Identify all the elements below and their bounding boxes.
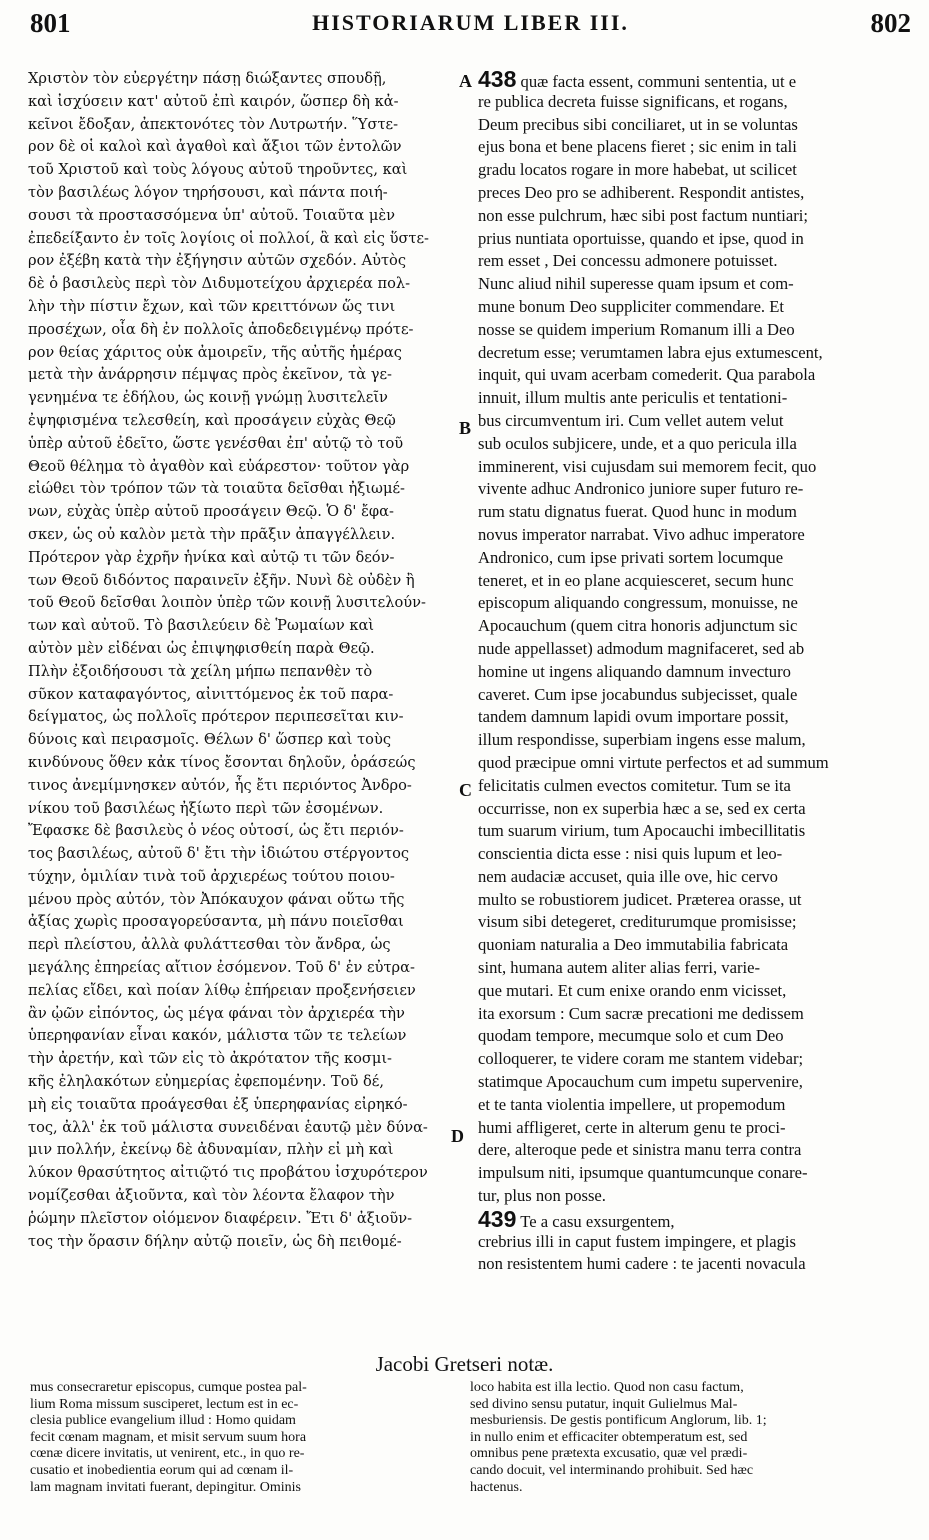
- text-line: cusatio et inobedientia eorum qui ad cœnam il-: [30, 1462, 294, 1478]
- text-line: [478, 934, 908, 957]
- margin-letter-d: D: [451, 1126, 464, 1146]
- line-text: felicitatis culmen evectos comitetur. Tum se ita: [478, 775, 791, 795]
- text-line: [478, 136, 908, 159]
- text-line: δύνοις καὶ πειρασμοῖς. Θέλων δ' ὥσπερ καὶ τοὺς: [28, 731, 391, 749]
- line-text: colloquerer, te videre coram me stantem videbar;: [478, 1049, 804, 1069]
- text-line: [478, 1253, 908, 1276]
- line-text: tum suarum virium, tum Apocauchi imbecillitatis: [478, 821, 806, 841]
- text-line: [478, 387, 908, 410]
- line-text: nude appellasset) admodum magnifaceret, sed ab: [478, 638, 805, 658]
- greek-text-column: [28, 68, 454, 1348]
- text-line: προσέχων, οἷα δὴ ἐν πολλοῖς ἀποδεδειγμένῳ πρότε-: [28, 320, 414, 338]
- text-line: omnibus pene prætexta excusatio, quæ vel prædi-: [470, 1446, 748, 1462]
- line-text: homine ut ingens aliquando damnum invecturo: [478, 661, 791, 681]
- page-number-right: 802: [870, 8, 911, 38]
- line-text: dere, alteroque pede et sinistra manu terra contra: [478, 1140, 802, 1160]
- page-marker: 438: [478, 68, 517, 91]
- text-line: [478, 524, 908, 547]
- text-line: τύχην, ὁμιλίαν τινὰ τοῦ ἀρχιερέως τούτου ποιου-: [28, 867, 395, 885]
- line-text: humi affligeret, certe in alterum genu te proci-: [478, 1117, 786, 1137]
- text-line: lam magnam invitati fuerant, depingitur. Ominis: [30, 1479, 302, 1495]
- text-line: δείγματος, ὡς πολλοῖς πρότερον περιπεσεῖται κιν-: [28, 708, 404, 726]
- text-line: Ἔφασκε δὲ βασιλεὺς ὁ νέος οὑτοσί, ὡς ἔτι περιόν-: [28, 822, 404, 840]
- latin-text-column: [478, 68, 908, 1348]
- notes-title: Jacobi Gretseri notæ.: [375, 1352, 554, 1376]
- text-line: κινδύνους ὅθεν κἀκ τίνος ἔσονται δηλοῦν, ὁράσεώς: [28, 753, 416, 771]
- line-text: tandem damnum lapidi ovum importare possit,: [478, 707, 789, 727]
- text-line: αὐτὸν μὲν εἰδέναι ὡς ἐπιψηφισθείη παρὰ Θεῷ.: [28, 639, 375, 657]
- text-line: [478, 729, 908, 752]
- text-line: νίκου τοῦ βασιλέως ἠξίωτο περὶ τῶν ἐσομένων.: [28, 799, 384, 817]
- text-line: [478, 410, 908, 433]
- text-line: τος, ἀλλ' ἐκ τοῦ μάλιστα συνειδέναι ἑαυτῷ μὲν δύνα-: [28, 1118, 428, 1136]
- text-line: fecit cœnam magnam, et misit servum suum hora: [30, 1429, 307, 1445]
- text-line: εἰώθει τὸν τρόπον τῶν τὰ τοιαῦτα δεῖσθαι ἠξιωμέ-: [28, 480, 405, 498]
- text-line: σκεν, ὡς οὐ καλὸν μετὰ τὴν πρᾶξιν ἀπαγγέλλειν.: [28, 525, 396, 543]
- text-line: [478, 456, 908, 479]
- line-text: Apocauchum (quem citra honoris adjunctum sic: [478, 616, 798, 636]
- page-number-left: 801: [30, 8, 71, 38]
- text-line: κεῖνοι ἔδοξαν, ἀπεκτονότες τὸν Λυτρωτήν. Ὕστε-: [28, 115, 399, 133]
- line-text: caveret. Cum ipse jocabundus subjecisset, quale: [478, 684, 798, 704]
- line-text: gradu locatos rogare in more habebat, ut scilicet: [478, 160, 797, 180]
- line-text: mune bonum Deo suppliciter commendare. Et: [478, 296, 784, 316]
- margin-letter-a: A: [459, 71, 472, 91]
- line-text: non resistentem humi cadere : te jacenti novacula: [478, 1254, 806, 1274]
- text-line: [478, 911, 908, 934]
- line-text: ejus bona et bene placens fieret ; sic enim in tali: [478, 137, 797, 157]
- text-line: [478, 250, 908, 273]
- text-line: [478, 775, 908, 798]
- text-line: [478, 114, 908, 137]
- line-text: re publica decreta fuisse significans, et rogans,: [478, 91, 788, 111]
- line-text: Andronico, cum ipse privati sortem locumque: [478, 547, 784, 567]
- text-line: mus consecraretur episcopus, cumque postea pal-: [30, 1380, 307, 1395]
- text-line: καὶ ἰσχύσειν κατ' αὐτοῦ ἐπὶ καιρόν, ὥσπερ δὴ κἀ-: [28, 92, 399, 110]
- text-line: cando docuit, vel interminando prohibuit. Sed hæc: [470, 1462, 754, 1478]
- text-line: [478, 1117, 908, 1140]
- text-line: cœnæ dicere invitatis, ut venirent, etc., in quo re-: [30, 1446, 305, 1462]
- text-line: [478, 1048, 908, 1071]
- text-line: lium Roma missum susciperet, lectum est in ec-: [30, 1396, 299, 1412]
- line-text: Te a casu exsurgentem,: [520, 1211, 675, 1231]
- text-line: [478, 296, 908, 319]
- line-text: teneret, et in eo plane acquiesceret, secum hunc: [478, 570, 794, 590]
- line-text: inquit, qui uvam acerbam comederit. Qua parabola: [478, 365, 816, 385]
- text-line: [478, 273, 908, 296]
- text-line: λύκον θρασύτητος αἰτιῷτό τις προβάτου ἰσχυρότερον: [28, 1164, 428, 1182]
- line-text: ita exorsum : Cum sacræ precationi me dedissem: [478, 1003, 804, 1023]
- text-line: [478, 1094, 908, 1117]
- text-line: [478, 501, 908, 524]
- text-line: [478, 91, 908, 114]
- text-line: [478, 1071, 908, 1094]
- text-line: τος τὴν ὅρασιν δήλην αὐτῷ ποιεῖν, ὡς δὴ πειθομέ-: [28, 1232, 402, 1250]
- line-text: multo se robustiorem judicet. Præterea orasse, ut: [478, 889, 802, 909]
- line-text: rum statu dignatus fuerat. Quod hunc in modum: [478, 502, 797, 522]
- line-text: vivente adhuc Andronico juniore super futuro re-: [478, 479, 804, 499]
- line-text: bus circumventum iri. Cum vellet autem velut: [478, 410, 784, 430]
- text-line: Πρότερον γὰρ ἐχρῆν ἡνίκα καὶ αὐτῷ τι τῶν δεόν-: [28, 548, 395, 566]
- line-text: rem esset , Dei concessu admonere potuisset.: [478, 251, 778, 271]
- text-line: in nullo enim et efficaciter obtemperatum est, sed: [470, 1429, 748, 1445]
- text-line: τοῦ Χριστοῦ καὶ τοὺς λόγους αὐτοῦ τηροῦντες, καὶ: [28, 161, 408, 179]
- text-line: clesia publice evangelium illud : Homo quidam: [30, 1413, 296, 1429]
- text-line: περὶ πλείστου, ἀλλὰ φυλάττεσθαι τὸν ἄνδρα, ὡς: [28, 936, 391, 954]
- text-line: mesburiensis. De gestis pontificum Anglorum, lib. 1;: [470, 1413, 767, 1429]
- line-text: innuit, illum multis ante periculis et tentationi-: [478, 388, 788, 408]
- text-line: μένου πρὸς αὐτόν, τὸν Ἀπόκαυχον φάναι οὕτω τῆς: [28, 890, 405, 908]
- margin-letter-b: B: [459, 418, 472, 438]
- text-line: μὴ εἰς τοιαῦτα προάγεσθαι ἐξ ὑπερηφανίας εἰρηκό-: [28, 1095, 408, 1113]
- line-text: quoniam naturalia a Deo immutabilia fabricata: [478, 935, 789, 955]
- text-line: [478, 1139, 908, 1162]
- text-line: ἐπεδείξαντο ἐν τοῖς λογίοις οἱ πολλοί, ἃ καὶ εἰς ὕστε-: [28, 229, 429, 247]
- text-line: [478, 159, 908, 182]
- line-text: visum sibi detegeret, crediturumque promisisse;: [478, 912, 797, 932]
- line-text: Deum precibus sibi conciliaret, ut in se voluntas: [478, 114, 798, 134]
- margin-letter-c: C: [459, 780, 472, 800]
- text-line: [478, 843, 908, 866]
- text-line: τὴν ἀρετήν, καὶ τῶν εἰς τὸ ἀκρότατον τῆς κοσμι-: [28, 1050, 392, 1068]
- text-line: [478, 615, 908, 638]
- text-line: [478, 68, 908, 91]
- page-header: [30, 8, 911, 44]
- text-line: ὑπερηφανίαν εἶναι κακόν, μάλιστα τῶν τε τελείων: [28, 1027, 407, 1045]
- text-line: νομίζεσθαι ἀξιοῦντα, καὶ τὸν λέοντα ἔλαφον τὴν: [28, 1187, 395, 1205]
- text-line: [478, 752, 908, 775]
- text-line: δὲ ὁ βασιλεὺς περὶ τὸν Διδυμοτείχου ἀρχιερέα πολ-: [28, 275, 411, 293]
- text-line: τος βασιλέως, αὐτοῦ δ' ἔτι τὴν ἰδιώτου στέργοντος: [28, 845, 410, 863]
- text-line: [478, 957, 908, 980]
- text-line: [478, 798, 908, 821]
- line-text: statimque Apocauchum cum impetu supervenire,: [478, 1072, 803, 1092]
- text-line: τινος ἀνεμίμνησκεν αὐτόν, ἧς ἔτι περιόντος Ἀνδρο-: [28, 776, 412, 794]
- text-line: [478, 228, 908, 251]
- running-title: HISTORIARUM LIBER III.: [312, 10, 629, 35]
- line-text: quod præcipue omni virtute perfectos et ad summum: [478, 752, 829, 772]
- text-line: ἂν ᾠῶν εἰπόντος, ὡς μέγα φάναι τὸν ἀρχιερέα τὴν: [28, 1004, 405, 1022]
- line-text: imminerent, visi cujusdam sui memorem fecit, quo: [478, 456, 817, 476]
- line-text: novus imperator narrabat. Vivo adhuc imperatore: [478, 524, 805, 544]
- text-line: [478, 342, 908, 365]
- text-line: [478, 684, 908, 707]
- line-text: conscientia dicta esse : nisi quis lupum et leo-: [478, 844, 783, 864]
- text-line: Χριστὸν τὸν εὐεργέτην πάσῃ διώξαντες σπουδῇ,: [28, 70, 387, 87]
- text-line: Πλὴν ἐξοιδήσουσι τὰ χείλη μήπω πεπανθὲν τὸ: [28, 662, 373, 680]
- text-line: hactenus.: [470, 1479, 523, 1495]
- text-line: ὑπὲρ αὐτοῦ ἐδεῖτο, ὥστε γενέσθαι ἐπ' αὐτῷ τὸ τοῦ: [28, 434, 404, 452]
- text-line: [478, 1208, 908, 1231]
- text-line: γενημένα τε ἐδήλου, ὡς κοινῇ γνώμῃ λυσιτελεῖν: [28, 389, 388, 407]
- line-text: Nunc aliud nihil superesse quam ipsum et com-: [478, 274, 794, 294]
- text-line: Θεοῦ θέλημα τὸ ἀγαθὸν καὶ εὐάρεστον· τοῦτον γὰρ: [28, 457, 410, 475]
- text-line: [478, 592, 908, 615]
- text-line: [478, 661, 908, 684]
- line-text: impulsum niti, ipsumque quantumcunque conare-: [478, 1163, 808, 1183]
- line-text: tur, plus non posse.: [478, 1186, 606, 1206]
- text-line: [478, 1162, 908, 1185]
- text-line: [478, 1231, 908, 1254]
- line-text: crebrius illi in caput fustem impingere, et plagis: [478, 1231, 796, 1251]
- text-line: μετὰ τὴν ἀνάρρησιν πέμψας πρὸς ἐκεῖνον, τὰ γε-: [28, 366, 392, 384]
- line-text: et te tanta violentia impellere, ut propemodum: [478, 1094, 786, 1114]
- line-text: occurrisse, non ex superbia hæc a se, sed ex certa: [478, 798, 806, 818]
- line-text: prius nuntiata oportuisse, quando et ipse, quod in: [478, 228, 804, 248]
- text-line: των καὶ αὐτοῦ. Τὸ βασιλεύειν δὲ Ῥωμαίων καὶ: [28, 617, 375, 635]
- text-line: ῥώμην πλεῖστον οἰόμενον διαφέρειν. Ἔτι δ' ἀξιοῦν-: [28, 1209, 412, 1227]
- line-text: decretum esse; verumtamen labra ejus extumescent,: [478, 342, 823, 362]
- text-line: [478, 1025, 908, 1048]
- text-line: των Θεοῦ διδόντος παραινεῖν ἐξῆν. Νυνὶ δὲ οὐδὲν ἢ: [28, 571, 415, 589]
- page-marker: 439: [478, 1207, 517, 1231]
- text-line: τὸν βασιλέως λόγον τηρήσουσι, καὶ πάντα ποιή-: [28, 183, 388, 201]
- text-line: [478, 364, 908, 387]
- text-line: [478, 547, 908, 570]
- text-line: κῆς ἐληλακότων εὐημερίας ἐφεπομένην. Τοῦ δέ,: [28, 1073, 385, 1091]
- text-line: ρον δὲ οἱ καλοὶ καὶ ἀγαθοὶ καὶ ἄξιοι τῶν ἐντολῶν: [28, 138, 402, 156]
- text-line: sed divino sensu putatur, inquit Gulielmus Mal-: [470, 1396, 738, 1412]
- line-text: nem audaciæ accuset, quia ille ove, hic cervo: [478, 866, 778, 886]
- text-line: loco habita est illa lectio. Quod non casu factum,: [470, 1380, 744, 1395]
- line-text: sint, humana autem aliter alias ferri, varie-: [478, 958, 760, 978]
- text-line: [478, 205, 908, 228]
- text-line: [478, 980, 908, 1003]
- text-line: πελίας εἴδει, καὶ ποίαν λίθῳ ἐπήρειαν προξενήσειεν: [28, 981, 416, 999]
- text-line: νων, εὐχὰς ὑπὲρ αὐτοῦ προσάγειν Θεῷ. Ὁ δ' ἔφα-: [28, 503, 394, 521]
- notes-left-column: [30, 1380, 450, 1530]
- text-line: [478, 433, 908, 456]
- text-line: ρον ἐξέβη κατὰ τὴν ἐξήγησιν αὐτῶν σχεδόν. Αὐτὸς: [28, 252, 407, 270]
- text-line: [478, 889, 908, 912]
- line-text: sub oculos subjicere, unde, et a quo pericula illa: [478, 433, 797, 453]
- text-line: [478, 820, 908, 843]
- text-line: τοῦ Θεοῦ δεῖσθαι λοιπὸν ὑπὲρ τῶν κοινῇ λυσιτελούν-: [28, 594, 426, 612]
- text-line: ρον θείας χάριτος οὐκ ἀμοιρεῖν, τῆς αὐτῆς ἡμέρας: [28, 343, 402, 361]
- line-text: episcopum aliquando congressum, monuisse, ne: [478, 593, 798, 613]
- line-text: que mutari. Et cum enixe orando enm vicisset,: [478, 980, 787, 1000]
- text-line: [478, 1003, 908, 1026]
- text-line: [478, 866, 908, 889]
- line-text: illum respondisse, superbiam ingens esse malum,: [478, 730, 806, 750]
- text-line: σουσι τὰ προστασσόμενα ὑπ' αὐτοῦ. Τοιαῦτα μὲν: [28, 206, 396, 224]
- text-line: [478, 319, 908, 342]
- line-text: quæ facta essent, communi sententia, ut e: [520, 72, 797, 91]
- text-line: ἐψηφισμένα τελεσθείη, καὶ προσάγειν εὐχὰς Θεῷ: [28, 411, 396, 429]
- text-line: [478, 570, 908, 593]
- text-line: [478, 182, 908, 205]
- notes-right-column: [470, 1380, 900, 1530]
- text-line: [478, 1185, 908, 1208]
- line-text: nosse se quidem imperium Romanum illi a Deo: [478, 319, 795, 339]
- text-line: σῦκον καταφαγόντος, αἰνιττόμενος ἐκ τοῦ παρα-: [28, 685, 394, 703]
- text-line: [478, 638, 908, 661]
- text-line: μιν πολλήν, ἐκείνῳ δὲ ἀδυναμίαν, πλὴν εἰ μὴ καὶ: [28, 1141, 394, 1159]
- line-text: quodam tempore, mecumque solo et cum Deo: [478, 1026, 784, 1046]
- text-line: μεγάλης ἐπηρείας αἴτιον ἐσόμενον. Τοῦ δ' ἐν εὐτρα-: [28, 959, 415, 977]
- text-line: [478, 478, 908, 501]
- text-line: ἀξίας χωρὶς προσαγορεύσαντα, μὴ πάνυ ποιεῖσθαι: [28, 913, 404, 931]
- line-text: non esse pulchrum, hæc sibi post factum nuntiari;: [478, 205, 808, 225]
- text-line: [478, 706, 908, 729]
- text-line: λὴν τὴν πίστιν ἔχων, καὶ τῶν κρειττόνων ὥς τινι: [28, 297, 396, 315]
- line-text: preces Deo pro se adhiberent. Respondit antistes,: [478, 182, 805, 202]
